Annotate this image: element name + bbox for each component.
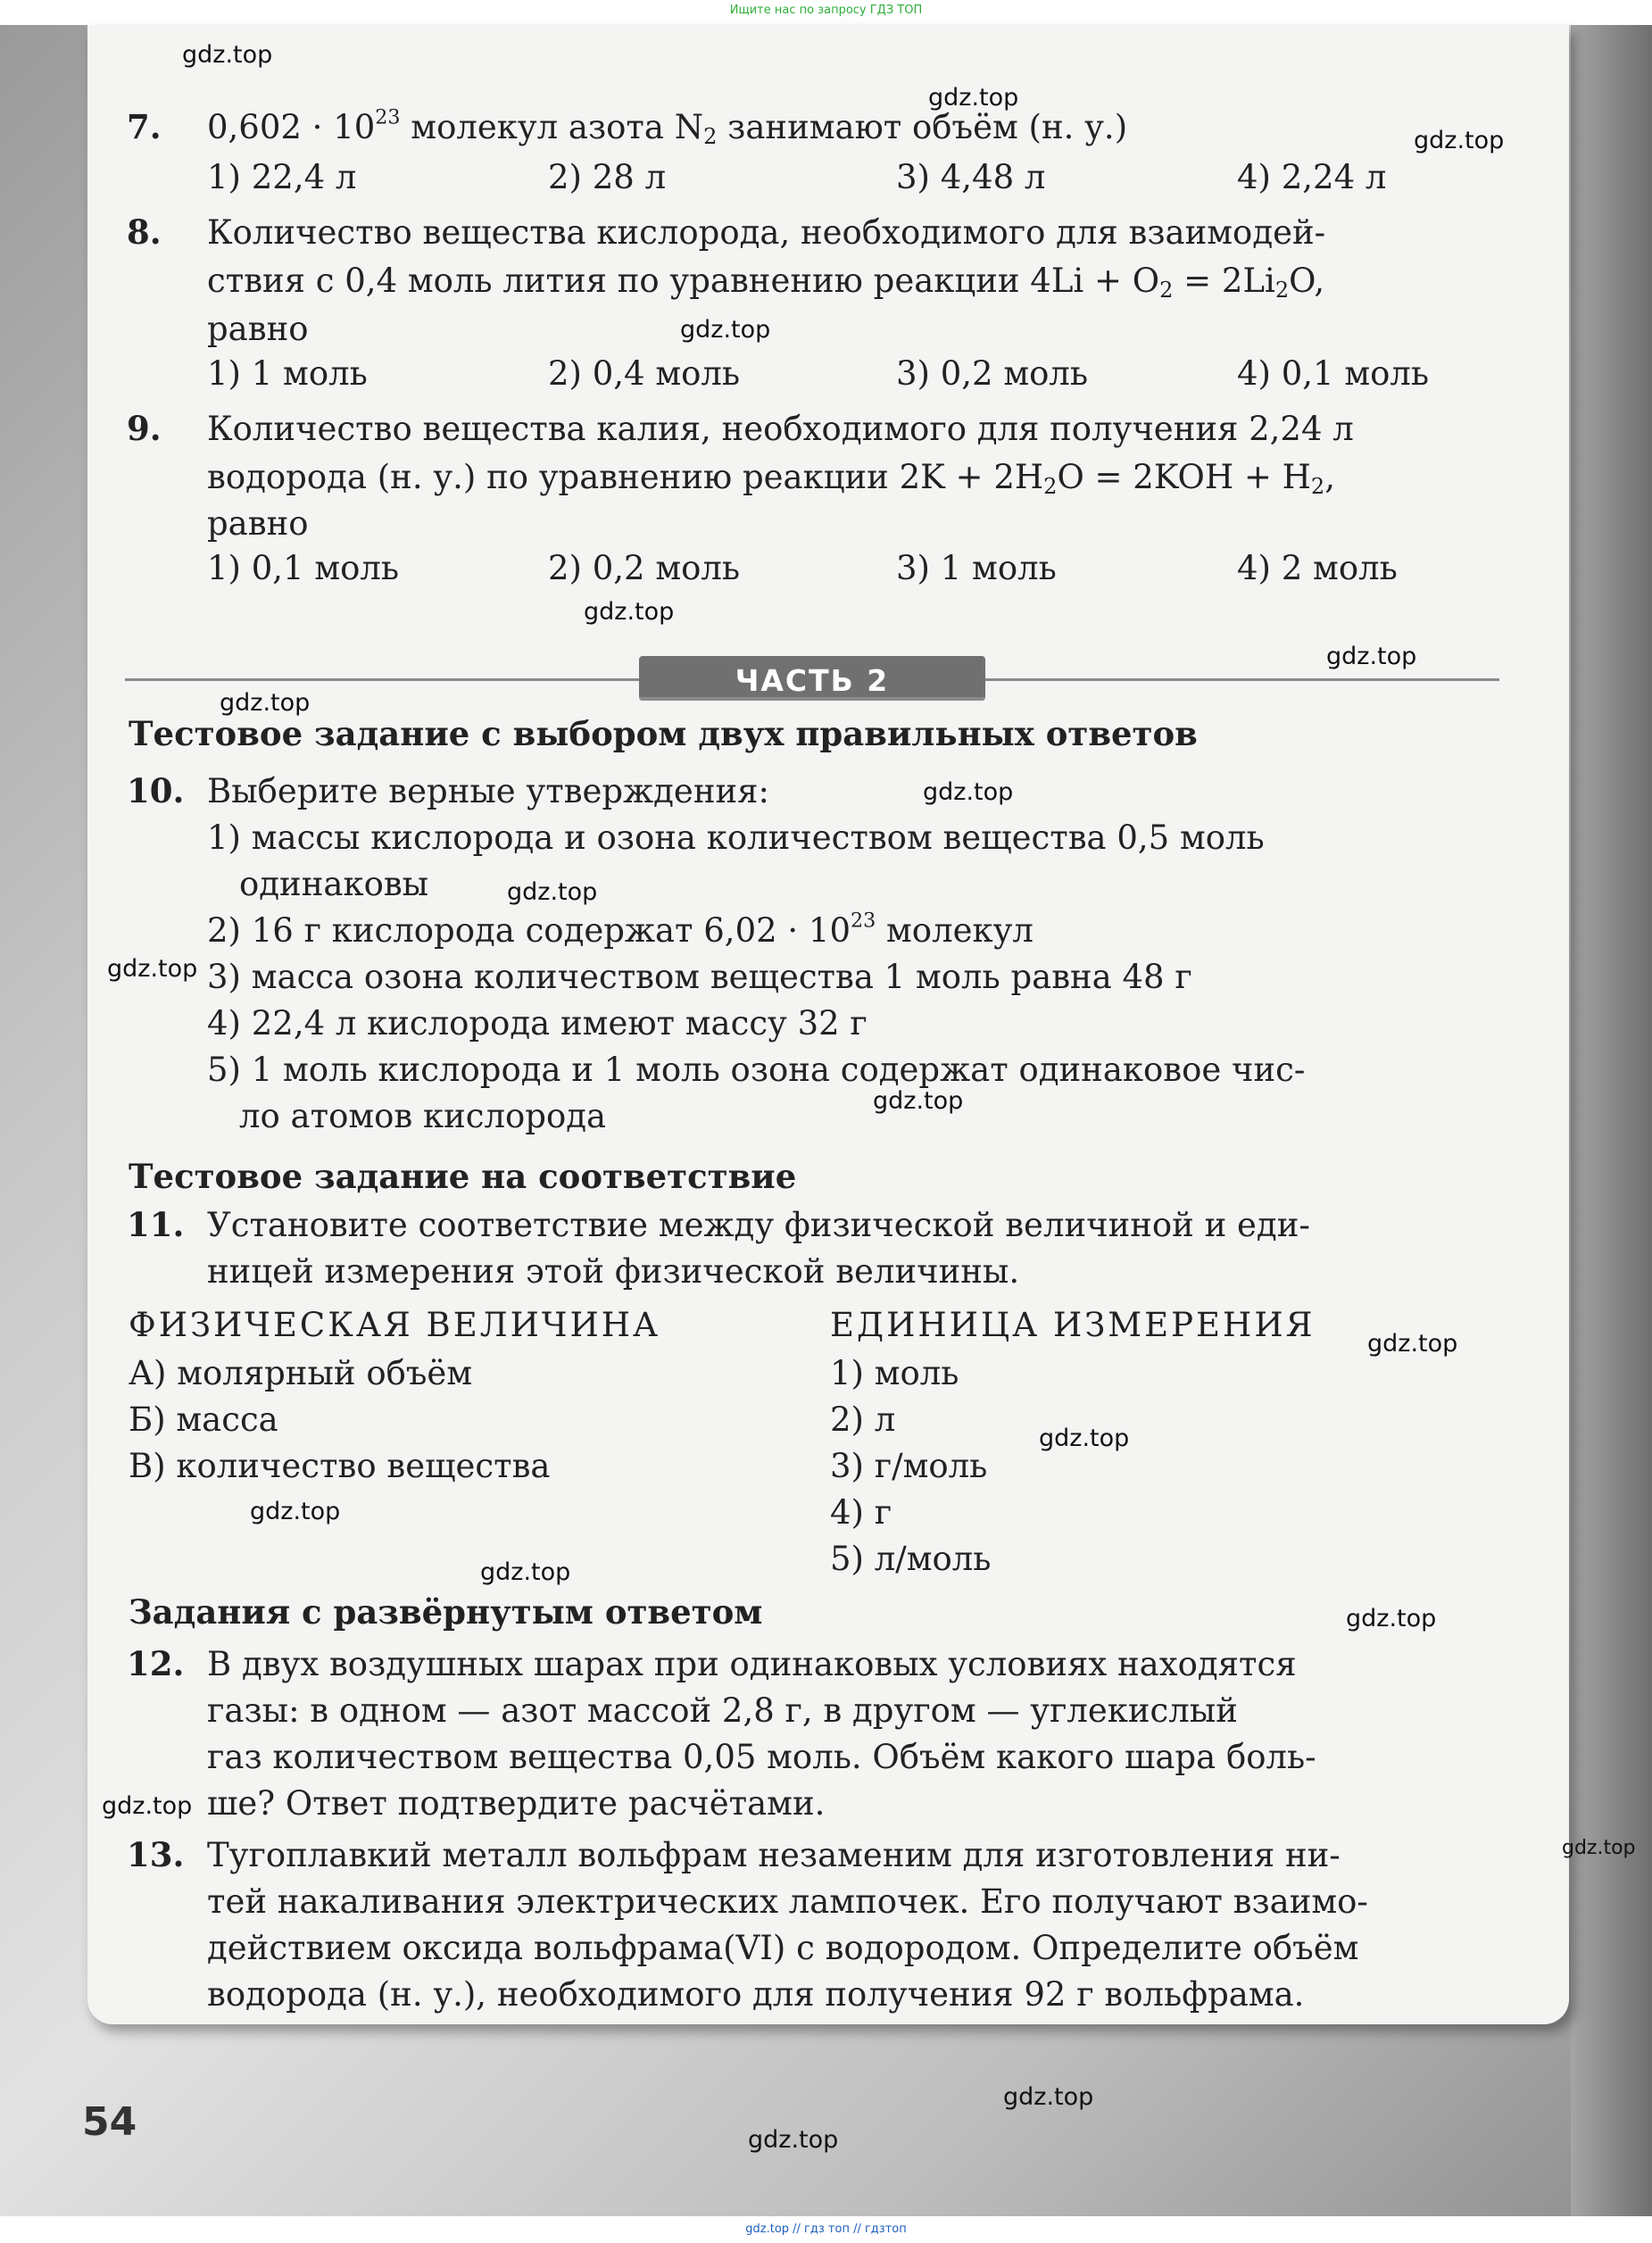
watermark: gdz.top <box>1346 1605 1437 1632</box>
q10-number: 10. <box>127 771 185 810</box>
q9-option-2: 2) 0,2 моль <box>548 549 741 587</box>
q11-right-header: ЕДИНИЦА ИЗМЕРЕНИЯ <box>830 1306 1316 1344</box>
watermark: gdz.top <box>107 955 198 983</box>
q11-right-item-2: 2) л <box>830 1400 896 1439</box>
q7-number: 7. <box>127 107 162 146</box>
q12-line-2: газы: в одном — азот массой 2,8 г, в другом — углекислый <box>207 1691 1238 1730</box>
q8-option-3: 3) 0,2 моль <box>896 354 1089 393</box>
q11-left-item-b: Б) масса <box>129 1400 278 1439</box>
q12-line-3: газ количеством вещества 0,05 моль. Объём какого шара боль- <box>207 1738 1316 1776</box>
q10-option-4: 4) 22,4 л кислорода имеют массу 32 г <box>207 1004 868 1043</box>
watermark: gdz.top <box>1367 1330 1458 1358</box>
q10-option-2: 2) 16 г кислорода содержат $6,02 \cdot 10^{23}$ молекул <box>207 909 1034 950</box>
q13-number: 13. <box>127 1835 185 1874</box>
q12-line-4: ше? Ответ подтвердите расчётами. <box>207 1784 826 1823</box>
q11-left-item-c: В) количество вещества <box>129 1447 551 1485</box>
q11-right-item-1: 1) моль <box>830 1354 959 1392</box>
page-edge <box>1571 25 1652 2216</box>
q10-prompt: Выберите верные утверждения: <box>207 772 769 810</box>
section-heading-two-answers: Тестовое задание с выбором двух правильных ответов <box>129 714 1198 753</box>
q9-option-4: 4) 2 моль <box>1237 549 1398 587</box>
q8-line-3: равно <box>207 310 309 348</box>
watermark: gdz.top <box>584 598 675 626</box>
q12-number: 12. <box>127 1644 185 1683</box>
q10-option-5a: 5) 1 моль кислорода и 1 моль озона содержат одинаковое чис- <box>207 1051 1306 1089</box>
q9-option-3: 3) 1 моль <box>896 549 1057 587</box>
watermark: gdz.top <box>1326 643 1417 670</box>
q10-option-1a: 1) массы кислорода и озона количеством вещества 0,5 моль <box>207 818 1265 857</box>
section-heading-extended: Задания с развёрнутым ответом <box>129 1592 763 1632</box>
q8-option-2: 2) 0,4 моль <box>548 354 741 393</box>
q11-line-1: Установите соответствие между физической величиной и еди- <box>207 1206 1310 1244</box>
watermark: gdz.top <box>1414 127 1505 154</box>
watermark: gdz.top <box>102 1792 193 1820</box>
q9-line-3: равно <box>207 504 309 543</box>
section-heading-matching: Тестовое задание на соответствие <box>129 1157 797 1196</box>
q13-line-3: действием оксида вольфрама(VI) с водородом. Определите объём <box>207 1929 1359 1967</box>
q8-option-4: 4) 0,1 моль <box>1237 354 1430 393</box>
watermark: gdz.top <box>480 1558 571 1586</box>
page-number: 54 <box>82 2099 137 2145</box>
watermark: gdz.top <box>507 878 598 906</box>
part2-label: ЧАСТЬ 2 <box>735 663 890 698</box>
q8-option-1: 1) 1 моль <box>207 354 368 393</box>
q9-number: 9. <box>127 409 162 448</box>
q7-option-2: 2) 28 л <box>548 158 667 196</box>
q12-line-1: В двух воздушных шарах при одинаковых условиях находятся <box>207 1645 1297 1683</box>
q11-right-item-3: 3) г/моль <box>830 1447 988 1485</box>
q11-number: 11. <box>127 1205 185 1244</box>
q8-line-2: ствия с 0,4 моль лития по уравнению реакции $4Li + O_2 = 2Li_2O$, <box>207 262 1325 303</box>
watermark: gdz.top <box>1562 1837 1636 1859</box>
q9-line-1: Количество вещества калия, необходимого для получения 2,24 л <box>207 410 1354 448</box>
q13-line-2: тей накаливания электрических лампочек. Его получают взаимо- <box>207 1882 1368 1921</box>
q10-option-5b: ло атомов кислорода <box>239 1097 607 1135</box>
q13-line-4: водорода (н. у.), необходимого для получения 92 г вольфрама. <box>207 1975 1305 2014</box>
q11-left-header: ФИЗИЧЕСКАЯ ВЕЛИЧИНА <box>129 1306 661 1344</box>
q8-number: 8. <box>127 212 162 252</box>
q7-option-4: 4) 2,24 л <box>1237 158 1387 196</box>
q9-line-2: водорода (н. у.) по уравнению реакции $2K + 2H_2O = 2KOH + H_2$, <box>207 458 1335 499</box>
watermark: gdz.top <box>220 689 311 717</box>
watermark: gdz.top <box>1039 1425 1130 1452</box>
watermark: gdz.top <box>928 84 1019 112</box>
top-note: Ищите нас по запросу ГДЗ ТОП <box>729 4 923 17</box>
q11-line-2: ницей измерения этой физической величины. <box>207 1252 1020 1291</box>
q11-left-item-a: А) молярный объём <box>129 1354 473 1392</box>
q10-option-3: 3) масса озона количеством вещества 1 моль равна 48 г <box>207 958 1192 996</box>
q11-right-item-4: 4) г <box>830 1493 892 1532</box>
bottom-note: gdz.top // гдз топ // гдзтоп <box>745 2222 907 2236</box>
watermark: gdz.top <box>182 41 273 69</box>
watermark: gdz.top <box>250 1498 341 1525</box>
watermark: gdz.top <box>748 2126 839 2154</box>
watermark: gdz.top <box>1003 2083 1094 2111</box>
q7-option-3: 3) 4,48 л <box>896 158 1046 196</box>
watermark: gdz.top <box>873 1087 964 1115</box>
q11-right-item-5: 5) л/моль <box>830 1540 992 1578</box>
q8-line-1: Количество вещества кислорода, необходимого для взаимодей- <box>207 213 1326 252</box>
q7-option-1: 1) 22,4 л <box>207 158 357 196</box>
q9-option-1: 1) 0,1 моль <box>207 549 400 587</box>
watermark: gdz.top <box>923 778 1014 806</box>
q13-line-1: Тугоплавкий металл вольфрам незаменим для изготовления ни- <box>207 1836 1341 1874</box>
watermark: gdz.top <box>680 316 771 344</box>
q7-text: $0,602 \cdot 10^{23}$ молекул азота $N_2$ занимают объём (н. у.) <box>207 105 1128 149</box>
q10-option-1b: одинаковы <box>239 865 429 903</box>
